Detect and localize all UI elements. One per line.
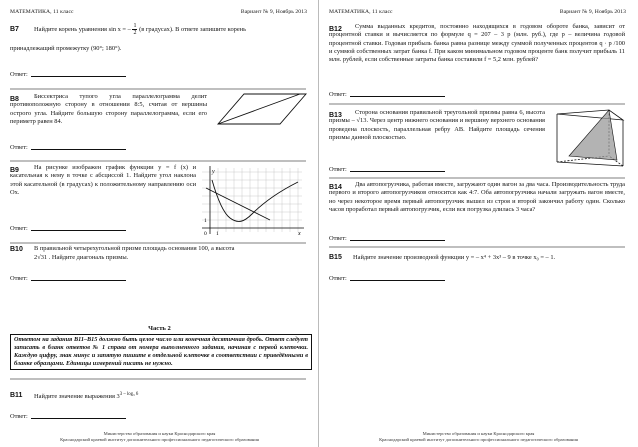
b7-number: B7 (10, 26, 19, 33)
parallelogram-figure (214, 90, 310, 128)
b15-text-row (353, 254, 625, 262)
b15-text-b: в точке (512, 254, 532, 261)
b7-text-c: принадлежащий промежутку (10, 45, 90, 52)
b15-func: y = – x⁴ + 3x³ – 9 (465, 254, 511, 261)
left-footer-line1: Министерство образования и науки Краснодарского края (103, 431, 216, 436)
answer-line[interactable] (350, 274, 445, 281)
b7-text-b: (в градусах). В ответе запишите корень (139, 25, 247, 33)
b11-expr-power: 3 – log₃ 6 (119, 392, 139, 397)
left-footer (0, 431, 319, 443)
answer-label: Ответ: (329, 275, 347, 282)
answer-line[interactable] (31, 224, 126, 231)
answer-label: Ответ: (10, 413, 28, 420)
b12-text: Сумма выданных кредитов, постоянно находящихся в годовом обороте банка, зависит от процентной ставки и вычисляется по формуле q = 207 – 3 p (млн. руб.), где p – величина годовой процентной ставки. Годовая прибыль банка равна разнице между суммой полученных процентов q · p /100 и суммой собственных затрат банка f. При каком минимальном годовом проценте банк получит прибыль 11 млн. рублей, если собственные затраты банка составили f = 5,2 млн. рублей? (329, 23, 625, 64)
separator (10, 160, 306, 162)
b15-point: x₀ = – 1. (533, 254, 556, 261)
b10-text-b: 2√31 . Найдите диагональ призмы. (34, 254, 129, 261)
part2-instruction: Ответом на задания B11–B15 должно быть целое число или конечная десятичная дробь. Ответ следует записать в бланк ответов № 1 справа от номера выполненного задания, начиная с первой клеточки. Каждую цифру, знак минус и запятую пишите в отдельной клеточке в соответствии с приведёнными в бланке образцами. Единицы измерений писать не нужно. (10, 334, 312, 370)
answer-label: Ответ: (329, 235, 347, 242)
function-curve (212, 180, 298, 221)
separator (329, 246, 625, 248)
b7-text-c-row (10, 45, 306, 53)
left-header-variant: Вариант № 9, Ноябрь 2013 (240, 9, 307, 15)
part2-title: Часть 2 (148, 325, 171, 332)
x-unit-label: 1 (216, 231, 219, 236)
answer-line[interactable] (350, 90, 445, 97)
prism-figure (551, 104, 629, 170)
b7-frac-den: 2 (133, 30, 137, 36)
answer-label: Ответ: (329, 91, 347, 98)
answer-line[interactable] (350, 234, 445, 241)
b7-frac-num: 1 (133, 23, 137, 29)
answer-label: Ответ: (10, 225, 28, 232)
b14-number: B14 (329, 184, 342, 191)
bisector-line (218, 94, 300, 124)
x-axis-label: x (298, 231, 301, 236)
origin-label: 0 (204, 231, 207, 236)
b7-answer (10, 70, 126, 78)
b14-answer (329, 234, 445, 242)
b13-text: Сторона основания правильной треугольной призмы равна 6, высота призмы – √13. Через центр нижнего основания и вершину верхнего основания проведена плоскость, параллельная ребру AB. Найдите площадь сечения призмы данной плоскостью. (329, 109, 545, 141)
answer-label: Ответ: (329, 166, 347, 173)
b10-number: B10 (10, 246, 23, 253)
answer-label: Ответ: (10, 71, 28, 78)
function-graph (198, 164, 308, 236)
right-footer-line1: Министерство образования и науки Краснодарского края (422, 431, 535, 436)
b15-number: B15 (329, 254, 342, 261)
b8-number: B8 (10, 96, 19, 103)
right-header-variant: Вариант № 9, Ноябрь 2013 (559, 9, 626, 15)
separator (10, 378, 306, 380)
b8-answer (10, 143, 126, 151)
b11-answer (10, 412, 126, 420)
b12-number: B12 (329, 26, 342, 33)
answer-line[interactable] (31, 412, 126, 419)
left-header-subject: МАТЕМАТИКА, 11 класс (10, 9, 74, 15)
separator (10, 242, 306, 244)
b7-fraction (132, 23, 137, 36)
right-footer (319, 431, 638, 443)
right-header-subject: МАТЕМАТИКА, 11 класс (329, 9, 393, 15)
b7-text-a: Найдите корень уравнения sin x = – (34, 25, 131, 33)
answer-line[interactable] (31, 143, 126, 150)
b8-text: Биссектриса тупого угла параллелограмма делит противоположную сторону в отношении 8:5, считая от вершины острого угла. Найдите большую сторону параллелограмма, если его периметр равен 84. (10, 93, 207, 125)
b11-number: B11 (10, 392, 23, 399)
b12-answer (329, 90, 445, 98)
b13-number: B13 (329, 112, 342, 119)
b7-interval: (90°; 180°). (90, 45, 122, 52)
b9-answer (10, 224, 126, 232)
b15-answer (329, 274, 445, 282)
b13-answer (329, 165, 445, 173)
b11-text: Найдите значение выражения (34, 393, 115, 401)
separator (329, 177, 625, 179)
graph-grid (202, 168, 302, 232)
answer-line[interactable] (31, 274, 126, 281)
b14-text: Два автопогрузчика, работая вместе, загружают один вагон за два часа. Производительность труда первого и второго автопогрузчиков относится как 4:7. Оба автопогрузчика начали загружать вагон вместе, но через некоторое время первый автопогрузчик вышел из строя и второй закончил работу один. Сколько часов проработал первый автопогрузчик, если вся погрузка длилась 3 часа? (329, 181, 625, 213)
b15-text-a: Найдите значение производной функции (353, 254, 465, 261)
b9-number: B9 (10, 167, 19, 174)
answer-line[interactable] (350, 165, 445, 172)
right-page (319, 0, 638, 447)
right-footer-line2: Краснодарский краевой институт дополнительного профессионального педагогического образования (379, 437, 578, 442)
b11-expr-base: 3 (116, 393, 120, 401)
b11-text-row (34, 391, 306, 401)
y-unit-label: 1 (204, 218, 207, 224)
answer-label: Ответ: (10, 275, 28, 282)
b10-answer (10, 274, 126, 282)
b7-text (34, 23, 310, 36)
b9-text: На рисунке изображен график функции y = f (x) и касательная к нему в точке с абсциссой 1. Найдите угол наклона этой касательной (в градусах) к положительному направлению оси Ox. (10, 164, 196, 196)
answer-label: Ответ: (10, 144, 28, 151)
answer-line[interactable] (31, 70, 126, 77)
b10-text-a: В правильной четырехугольной призме площадь основания 100, а высота (34, 245, 235, 252)
left-footer-line2: Краснодарский краевой институт дополнительного профессионального педагогического образования (60, 437, 259, 442)
y-axis-label: y (212, 169, 215, 175)
